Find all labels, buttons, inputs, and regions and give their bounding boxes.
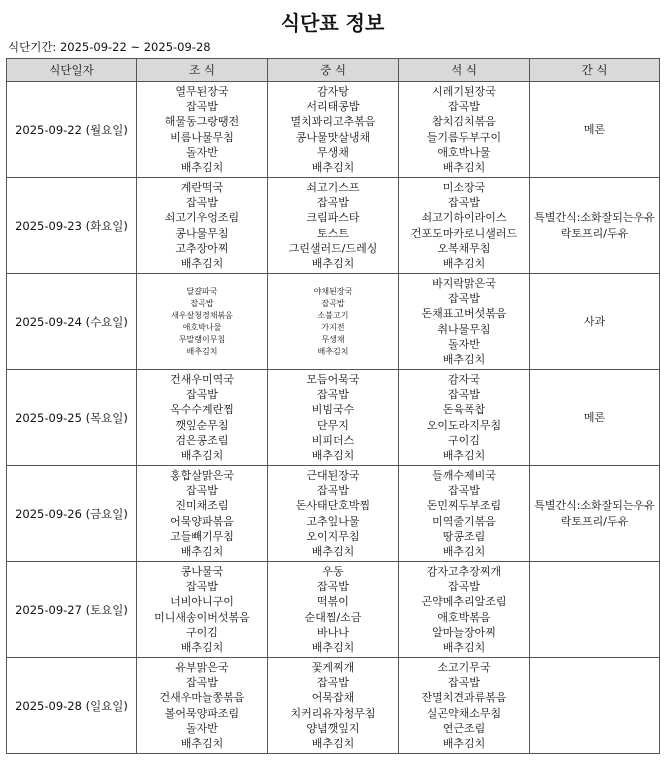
menu-item: 메론 xyxy=(583,410,606,424)
menu-item: 잡곡밥 xyxy=(317,484,349,498)
menu-item: 배추김치 xyxy=(180,640,224,654)
date-cell: 2025-09-23 (화요일) xyxy=(7,178,137,274)
menu-item: 크림파스타 xyxy=(306,211,360,225)
dinner-cell xyxy=(399,370,530,466)
menu-item: 배추김치 xyxy=(311,544,355,558)
menu-item: 구이김 xyxy=(186,625,218,639)
menu-item: 잡곡밥 xyxy=(448,196,480,210)
dinner-cell xyxy=(399,178,530,274)
dinner-cell xyxy=(399,274,530,370)
menu-item: 땅콩조림 xyxy=(442,529,486,543)
menu-item: 달걀파국 xyxy=(186,286,218,296)
menu-item: 잔멸치견과류볶음 xyxy=(421,691,507,705)
menu-item: 배추김치 xyxy=(186,346,218,356)
lunch-cell xyxy=(268,370,399,466)
menu-item: 애호박볶음 xyxy=(437,610,491,624)
menu-item: 들기름두부구이 xyxy=(426,130,502,144)
menu-item: 건포도마카로니샐러드 xyxy=(410,226,518,240)
menu-item: 돈채표고버섯볶음 xyxy=(421,307,507,321)
menu-item: 배추김치 xyxy=(311,160,355,174)
menu-item: 잡곡밥 xyxy=(317,580,349,594)
table-row xyxy=(7,274,660,370)
dinner-cell xyxy=(399,82,530,178)
menu-item: 모듬어묵국 xyxy=(306,372,360,386)
menu-item: 배추김치 xyxy=(180,256,224,270)
table-row xyxy=(7,370,660,466)
menu-item: 서리태콩밥 xyxy=(306,100,360,114)
menu-item: 계란떡국 xyxy=(180,180,224,194)
menu-item: 잡곡밥 xyxy=(186,676,218,690)
menu-item: 홍합살맑은국 xyxy=(170,468,234,482)
menu-item: 그린샐러드/드레싱 xyxy=(288,241,378,255)
menu-item: 유부맑은국 xyxy=(175,660,229,674)
menu-item: 잡곡밥 xyxy=(317,388,349,402)
menu-item: 돈민찌두부조림 xyxy=(426,499,502,513)
menu-item: 비피더스 xyxy=(311,433,355,447)
menu-item: 배추김치 xyxy=(442,544,486,558)
menu-item: 건새우마늘쫑볶음 xyxy=(159,691,245,705)
dinner-cell xyxy=(399,466,530,562)
menu-item: 배추김치 xyxy=(311,640,355,654)
menu-item: 실곤약채소무침 xyxy=(426,706,502,720)
menu-item: 무생채 xyxy=(321,334,345,344)
menu-item: 무말랭이무침 xyxy=(178,334,226,344)
menu-item: 건새우미역국 xyxy=(170,372,234,386)
menu-item: 검은콩조림 xyxy=(175,433,229,447)
date-cell: 2025-09-22 (월요일) xyxy=(7,82,137,178)
menu-item: 잡곡밥 xyxy=(448,100,480,114)
menu-item: 잡곡밥 xyxy=(321,298,345,308)
breakfast-cell xyxy=(137,274,268,370)
snack-cell xyxy=(530,562,660,658)
page-title: 식단표 정보 xyxy=(280,11,385,35)
menu-item: 잡곡밥 xyxy=(317,676,349,690)
menu-item: 배추김치 xyxy=(442,256,486,270)
menu-item: 잡곡밥 xyxy=(190,298,214,308)
menu-item: 돌자반 xyxy=(448,337,480,351)
menu-item: 돈사태단호박찜 xyxy=(295,499,371,513)
menu-item: 콩나물무침 xyxy=(175,226,229,240)
date-cell: 2025-09-28 (일요일) xyxy=(7,658,137,754)
menu-item: 감자고추장찌개 xyxy=(426,564,502,578)
menu-item: 양념깻잎지 xyxy=(306,721,360,735)
table-row xyxy=(7,82,660,178)
menu-item: 미니새송이버섯볶음 xyxy=(154,610,250,624)
menu-item: 비빔국수 xyxy=(311,403,355,417)
menu-item: 너비아니구이 xyxy=(170,595,234,609)
menu-item: 돌자반 xyxy=(186,145,218,159)
menu-item: 배추김치 xyxy=(311,256,355,270)
menu-item: 콩나물국 xyxy=(180,564,224,578)
menu-item: 사과 xyxy=(583,314,606,328)
snack-cell xyxy=(530,370,660,466)
menu-item: 들깨수제비국 xyxy=(432,468,496,482)
menu-item: 애호박나물 xyxy=(182,322,222,332)
menu-item: 고추장아찌 xyxy=(175,241,229,255)
table-row xyxy=(7,466,660,562)
menu-item: 잡곡밥 xyxy=(186,100,218,114)
menu-item: 배추김치 xyxy=(311,448,355,462)
menu-item: 특별간식:소화잘되는우유 xyxy=(534,499,655,513)
breakfast-cell xyxy=(137,178,268,274)
menu-item: 볼어묵양파조림 xyxy=(164,706,240,720)
menu-item: 근대된장국 xyxy=(306,468,360,482)
meal-table-body xyxy=(7,82,660,754)
menu-item: 떡볶이 xyxy=(317,595,349,609)
menu-item: 감자국 xyxy=(448,372,480,386)
menu-item: 바지락맑은국 xyxy=(432,276,496,290)
menu-item: 돈육폭찹 xyxy=(442,403,486,417)
menu-item: 잡곡밥 xyxy=(186,196,218,210)
menu-item: 돌자반 xyxy=(186,721,218,735)
table-row xyxy=(7,562,660,658)
menu-item: 잡곡밥 xyxy=(448,292,480,306)
menu-item: 야채된장국 xyxy=(313,286,353,296)
menu-item: 곤약메추리알조림 xyxy=(421,595,507,609)
menu-item: 메론 xyxy=(583,122,606,136)
menu-item: 고들빼기무침 xyxy=(170,529,234,543)
snack-cell xyxy=(530,82,660,178)
meal-period: 식단기간: 2025-09-22 ~ 2025-09-28 xyxy=(8,40,211,54)
menu-item: 토스트 xyxy=(317,226,349,240)
menu-item: 잡곡밥 xyxy=(448,580,480,594)
menu-item: 배추김치 xyxy=(180,544,224,558)
menu-item: 꽃게찌개 xyxy=(311,660,355,674)
menu-item: 쇠고기스프 xyxy=(306,180,360,194)
date-cell: 2025-09-27 (토요일) xyxy=(7,562,137,658)
menu-item: 배추김치 xyxy=(442,352,486,366)
menu-item: 연근조림 xyxy=(442,721,486,735)
menu-item: 바나나 xyxy=(317,625,349,639)
menu-item: 순대찜/소금 xyxy=(304,610,362,624)
date-cell: 2025-09-24 (수요일) xyxy=(7,274,137,370)
snack-cell xyxy=(530,178,660,274)
lunch-cell xyxy=(268,466,399,562)
header-date: 식단일자 xyxy=(7,59,137,82)
menu-item: 배추김치 xyxy=(442,640,486,654)
breakfast-cell xyxy=(137,562,268,658)
menu-item: 콩나물맛살냉채 xyxy=(295,130,371,144)
menu-item: 쇠고기하이라이스 xyxy=(421,211,507,225)
lunch-cell xyxy=(268,178,399,274)
menu-item: 잡곡밥 xyxy=(186,484,218,498)
menu-item: 잡곡밥 xyxy=(186,388,218,402)
menu-item: 배추김치 xyxy=(180,448,224,462)
menu-item: 우동 xyxy=(322,564,344,578)
menu-item: 시레기된장국 xyxy=(432,84,496,98)
menu-item: 깻잎순무침 xyxy=(175,418,229,432)
menu-item: 감자탕 xyxy=(317,84,349,98)
dinner-cell xyxy=(399,658,530,754)
menu-item: 멸치꽈리고추볶음 xyxy=(290,115,376,129)
dinner-cell xyxy=(399,562,530,658)
menu-item: 무생채 xyxy=(317,145,349,159)
menu-item: 소불고기 xyxy=(317,310,349,320)
breakfast-cell xyxy=(137,370,268,466)
lunch-cell xyxy=(268,658,399,754)
menu-item: 어묵잡채 xyxy=(311,691,355,705)
menu-item: 배추김치 xyxy=(442,160,486,174)
menu-item: 소고기무국 xyxy=(437,660,491,674)
menu-item: 배추김치 xyxy=(442,736,486,750)
menu-item: 배추김치 xyxy=(317,346,349,356)
breakfast-cell xyxy=(137,82,268,178)
table-header-row xyxy=(7,59,660,82)
menu-item: 오이지무침 xyxy=(306,529,360,543)
snack-cell xyxy=(530,274,660,370)
header-lunch: 중 식 xyxy=(268,59,399,82)
menu-item: 알마늘장아찌 xyxy=(432,625,496,639)
menu-item: 오복채무침 xyxy=(437,241,491,255)
menu-item: 새우살청경채볶음 xyxy=(171,310,233,320)
menu-item: 배추김치 xyxy=(311,736,355,750)
lunch-cell xyxy=(268,82,399,178)
date-cell: 2025-09-25 (목요일) xyxy=(7,370,137,466)
menu-item: 애호박나물 xyxy=(437,145,491,159)
menu-item: 잡곡밥 xyxy=(448,676,480,690)
menu-item: 특별간식:소화잘되는우유 xyxy=(534,211,655,225)
lunch-cell xyxy=(268,274,399,370)
menu-item: 잡곡밥 xyxy=(448,484,480,498)
menu-item: 오이도라지무침 xyxy=(426,418,502,432)
table-row xyxy=(7,658,660,754)
menu-item: 단무지 xyxy=(317,418,349,432)
snack-cell xyxy=(530,466,660,562)
menu-item: 잡곡밥 xyxy=(317,196,349,210)
menu-item: 비름나물무침 xyxy=(170,130,234,144)
lunch-cell xyxy=(268,562,399,658)
menu-item: 진미채조림 xyxy=(175,499,229,513)
menu-item: 가지전 xyxy=(321,322,345,332)
menu-item: 취나물무침 xyxy=(437,322,491,336)
menu-item: 배추김치 xyxy=(442,448,486,462)
menu-item: 미소장국 xyxy=(442,180,486,194)
menu-item: 구이김 xyxy=(448,433,480,447)
menu-item: 잡곡밥 xyxy=(448,388,480,402)
header-dinner: 석 식 xyxy=(399,59,530,82)
menu-item: 잡곡밥 xyxy=(186,580,218,594)
table-row xyxy=(7,178,660,274)
date-cell: 2025-09-26 (금요일) xyxy=(7,466,137,562)
menu-item: 옥수수계란찜 xyxy=(170,403,234,417)
menu-item: 열무된장국 xyxy=(175,84,229,98)
menu-item: 해물동그랑땡전 xyxy=(164,115,240,129)
breakfast-cell xyxy=(137,658,268,754)
breakfast-cell xyxy=(137,466,268,562)
header-snack: 간 식 xyxy=(530,59,660,82)
menu-item: 배추김치 xyxy=(180,736,224,750)
menu-item: 참치김치볶음 xyxy=(432,115,496,129)
menu-item: 락토프리/두유 xyxy=(560,226,629,240)
menu-item: 미역줄기볶음 xyxy=(432,514,496,528)
menu-item: 치커리유자청무침 xyxy=(290,706,376,720)
menu-item: 어묵양파볶음 xyxy=(170,514,234,528)
snack-cell xyxy=(530,658,660,754)
header-breakfast: 조 식 xyxy=(137,59,268,82)
menu-item: 쇠고기우엉조림 xyxy=(164,211,240,225)
menu-item: 고추잎나물 xyxy=(306,514,360,528)
menu-item: 락토프리/두유 xyxy=(560,514,629,528)
meal-table xyxy=(6,58,660,754)
menu-item: 배추김치 xyxy=(180,160,224,174)
